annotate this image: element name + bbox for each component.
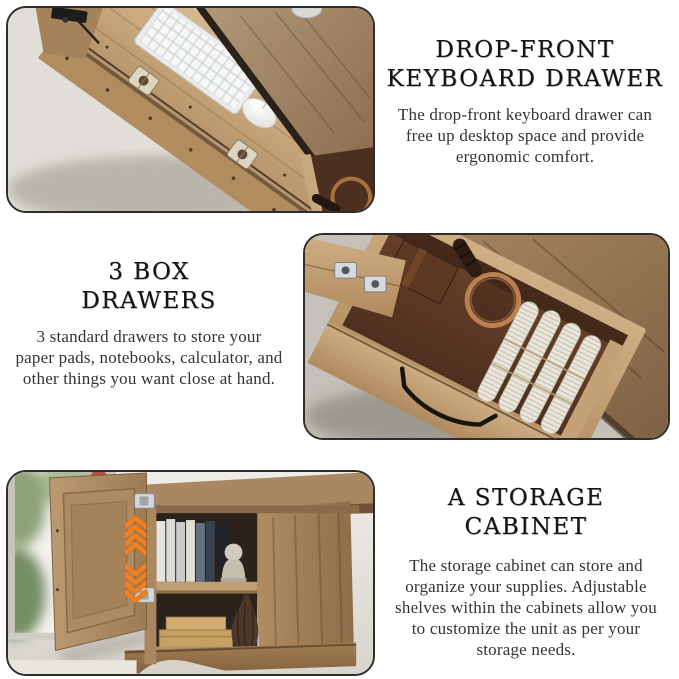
cabinet-top-rail <box>146 505 359 513</box>
hinge <box>335 262 357 278</box>
keyboard-drawer-photo <box>6 6 375 213</box>
heading-line: KEYBOARD DRAWER <box>386 66 664 92</box>
storage-cabinet-scene <box>8 472 373 674</box>
hinge <box>364 276 386 292</box>
heading-line: 3 BOX <box>108 259 190 285</box>
feature-heading-keyboard-drawer <box>375 36 675 94</box>
feature-description-box-drawers: 3 standard drawers to store your paper pads, notebooks, calculator, and other things you want close at hand. <box>15 327 283 388</box>
feature-storage-cabinet <box>377 484 675 660</box>
feature-description-keyboard-drawer: The drop-front keyboard drawer can free up desktop space and provide ergonomic comfort. <box>397 105 653 166</box>
storage-cabinet-photo <box>6 470 375 676</box>
feature-description-storage-cabinet: The storage cabinet can store and organize your supplies. Adjustable shelves within the cabinets allow you to customize the unit as per your storage needs. <box>395 556 657 659</box>
window-frame <box>8 472 15 637</box>
keyboard-drawer-scene <box>8 8 373 211</box>
rug <box>8 660 137 674</box>
feature-heading-storage-cabinet <box>377 484 675 542</box>
heading-line: DROP-FRONT <box>435 37 615 63</box>
storage-boxes <box>159 617 232 650</box>
heading-line: CABINET <box>464 514 588 540</box>
box-drawer-scene <box>305 235 668 438</box>
open-drawer-glimpse <box>300 147 373 211</box>
feature-heading-box-drawers <box>6 258 292 316</box>
books <box>156 519 231 582</box>
cabinet-door <box>50 473 147 650</box>
adjustable-shelf <box>152 582 257 591</box>
heading-line: A STORAGE <box>447 485 605 511</box>
feature-box-drawers <box>6 258 292 389</box>
feature-keyboard-drawer <box>375 36 675 167</box>
open-box-drawer-photo <box>303 233 670 440</box>
heading-line: DRAWERS <box>81 288 217 314</box>
door-hinge-top <box>135 494 155 509</box>
